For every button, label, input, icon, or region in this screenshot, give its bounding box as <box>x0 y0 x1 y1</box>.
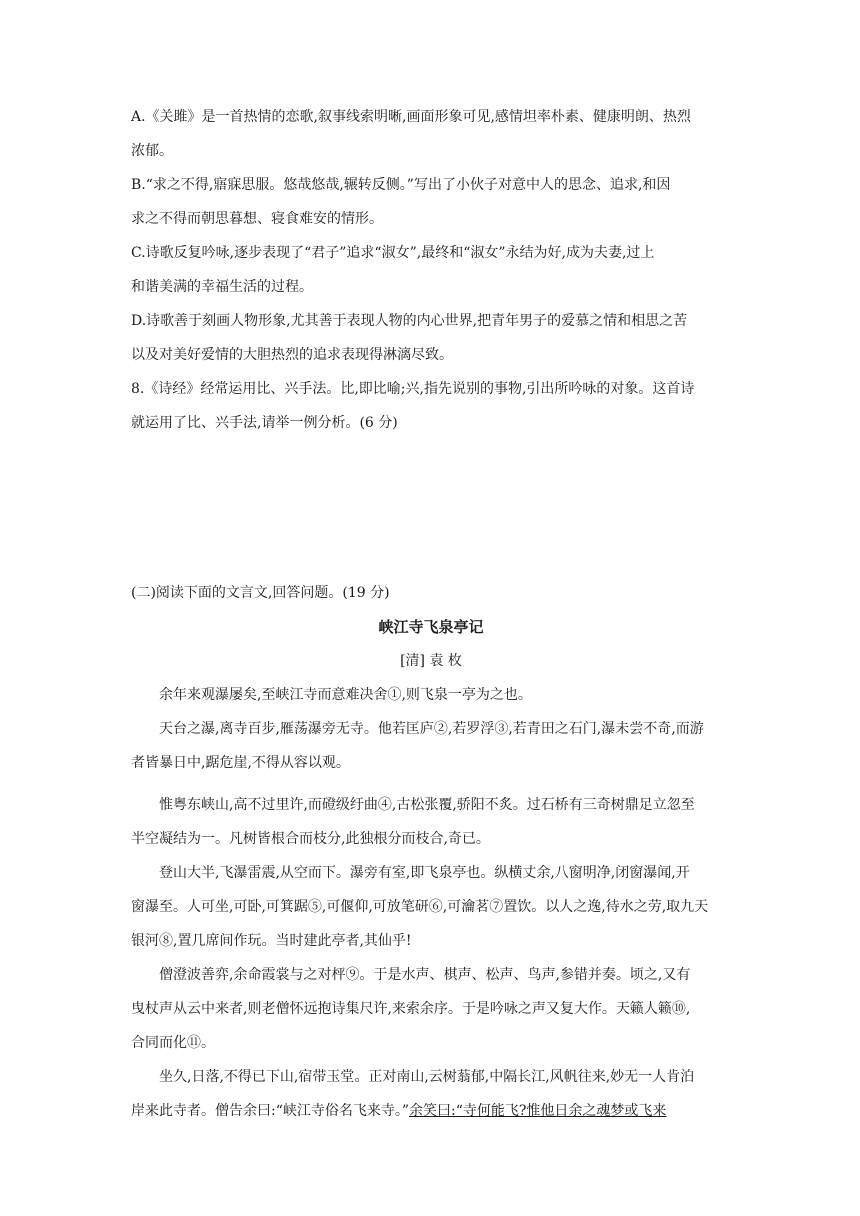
option-a <box>131 100 731 168</box>
option-b-line-2: 求之不得而朝思暮想、寝食难安的情形。 <box>131 211 383 227</box>
paragraph-line <box>131 1094 731 1128</box>
paragraph-line: 者皆暴日中,踞危崖,不得从容以观。 <box>131 755 350 771</box>
option-c <box>131 236 731 304</box>
paragraph-3 <box>131 788 731 856</box>
paragraph-line: 僧澄波善弈,余命霞裳与之对枰⑨。于是水声、棋声、松声、鸟声,参错并奏。顷之,又有 <box>159 967 691 983</box>
option-c-line-1: C.诗歌反复吟咏,逐步表现了“君子”追求“淑女”,最终和“淑女”永结为好,成为夫妻,过上 <box>131 245 655 261</box>
option-b <box>131 168 731 236</box>
paragraph-4 <box>131 856 731 958</box>
paragraph-line: 坐久,日落,不得已下山,宿带玉堂。正对南山,云树蓊郁,中隔长江,风帆往来,妙无一人肯泊 <box>159 1069 695 1085</box>
passage-author: [清] 袁 枚 <box>400 653 462 669</box>
option-d-line-2: 以及对美好爱情的大胆热烈的追求表现得淋漓尽致。 <box>131 347 453 363</box>
paragraph-line: 曳杖声从云中来者,则老僧怀远抱诗集尺许,来索余序。于是吟咏之声又复大作。天籁人籁⑩, <box>131 1001 691 1017</box>
option-a-line-2: 浓郁。 <box>131 143 173 159</box>
paragraph-5 <box>131 958 731 1060</box>
paragraph-1 <box>131 678 731 712</box>
option-b-line-1: B.“求之不得,寤寐思服。悠哉悠哉,辗转反侧。”写出了小伙子对意中人的思念、追求,和因 <box>131 177 671 193</box>
option-a-line-1: A.《关雎》是一首热情的恋歌,叙事线索明晰,画面形象可见,感情坦率朴素、健康明朗、热烈 <box>131 109 691 125</box>
answer-space <box>131 440 731 576</box>
paragraph-line: 银河⑧,置几席间作玩。当时建此亭者,其仙乎! <box>131 933 412 949</box>
paragraph-line: 惟粤东峡山,高不过里许,而磴级纡曲④,古松张覆,骄阳不炙。过石桥有三奇树鼎足立忽至 <box>159 797 695 813</box>
paragraph-line: 登山大半,飞瀑雷震,从空而下。瀑旁有室,即飞泉亭也。纵横丈余,八窗明净,闭窗瀑闻,开 <box>159 865 690 881</box>
paragraph-6 <box>131 1060 731 1128</box>
section-heading: (二)阅读下面的文言文,回答问题。(19 分) <box>131 585 390 601</box>
paragraph-text: 岸来此寺者。僧告余曰:“峡江寺俗名飞来寺。” <box>131 1103 410 1119</box>
paragraph-line: 合同而化⑪。 <box>131 1035 215 1051</box>
paragraph-2 <box>131 712 731 780</box>
question-8-line-1: 8.《诗经》经常运用比、兴手法。比,即比喻;兴,指先说别的事物,引出所吟咏的对象。这首诗 <box>131 381 695 397</box>
option-d-line-1: D.诗歌善于刻画人物形象,尤其善于表现人物的内心世界,把青年男子的爱慕之情和相思之苦 <box>131 313 688 329</box>
question-8 <box>131 372 731 440</box>
underlined-sentence: 余笑曰:“寺何能飞?惟他日余之魂梦或飞来 <box>409 1103 667 1119</box>
paragraph-line: 天台之瀑,离寺百步,雁荡瀑旁无寺。他若匡庐②,若罗浮③,若青田之石门,瀑未尝不奇,而游 <box>159 721 704 737</box>
option-d <box>131 304 731 372</box>
paragraph-line: 窗瀑至。人可坐,可卧,可箕踞⑤,可偃仰,可放笔研⑥,可瀹茗⑦置饮。以人之逸,待水之劳,取九天 <box>131 899 709 915</box>
paragraph-line: 余年来观瀑屡矣,至峡江寺而意难决舍①,则飞泉一亭为之也。 <box>159 687 532 703</box>
document-page <box>131 100 731 1128</box>
paragraph-line: 半空凝结为一。凡树皆根合而枝分,此独根分而枝合,奇已。 <box>131 831 490 847</box>
option-c-line-2: 和谐美满的幸福生活的过程。 <box>131 279 313 295</box>
question-8-line-2: 就运用了比、兴手法,请举一例分析。(6 分) <box>131 415 398 431</box>
passage-title: 峡江寺飞泉亭记 <box>378 618 484 636</box>
